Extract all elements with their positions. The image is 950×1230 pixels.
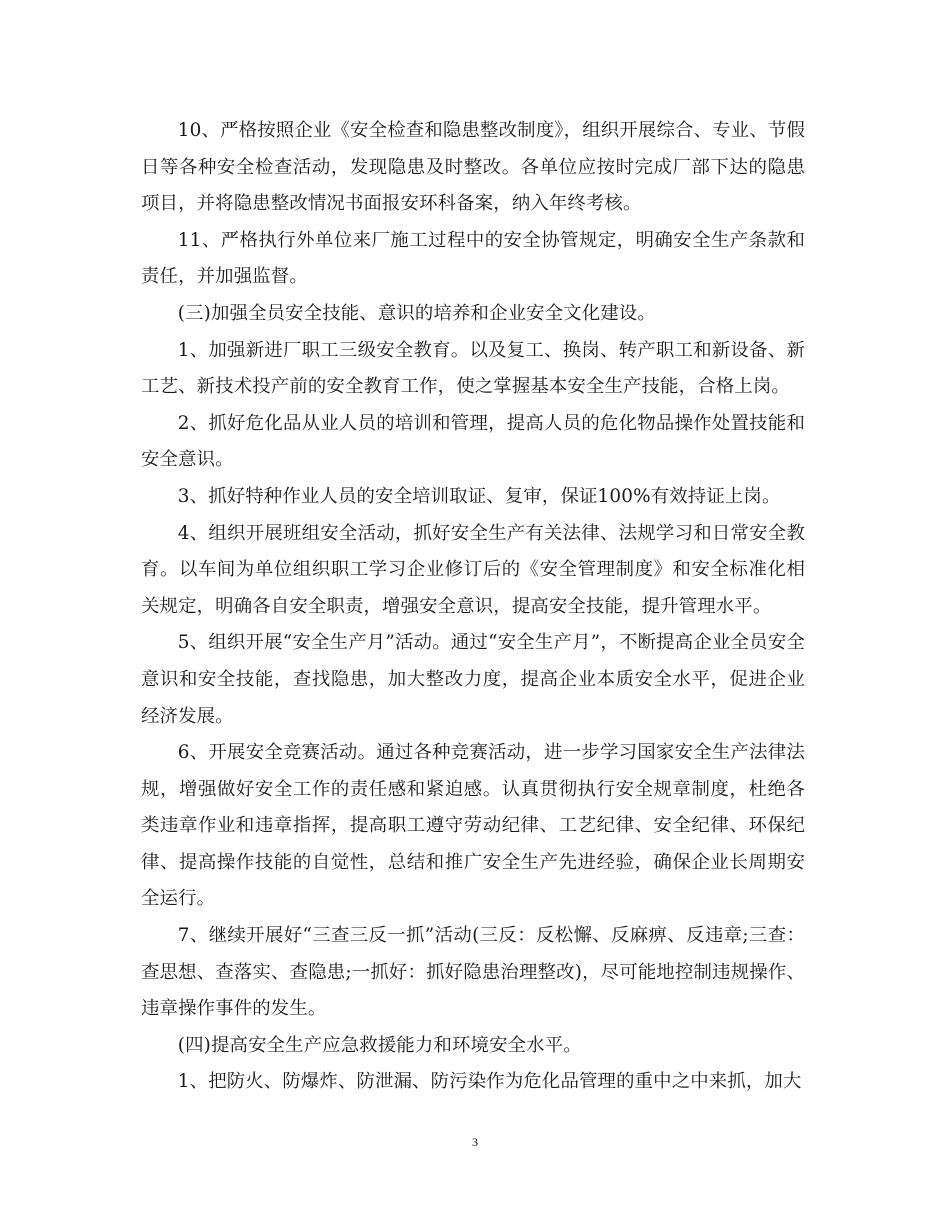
section-heading-3: (三)加强全员安全技能、意识的培养和企业安全文化建设。: [177, 302, 656, 324]
paragraph-item-6: 6、开展安全竞赛活动。通过各种竞赛活动，进一步学习国家安全生产法律法规，增强做好安全工作的责任感和紧迫感。认真贯彻执行安全规章制度，杜绝各类违章作业和违章指挥，提高职工遵守劳动纪律、工艺纪律、安全纪律、环保纪律、提高操作技能的自觉性，总结和推广安全生产先进经验，确保企业长周期安全运行。: [141, 742, 805, 910]
paragraph-item-2: 2、抓好危化品从业人员的培训和管理，提高人员的危化物品操作处置技能和安全意识。: [141, 412, 805, 471]
paragraph-item-5: 5、组织开展“安全生产月”活动。通过“安全生产月”，不断提高企业全员安全意识和安全技能，查找隐患，加大整改力度，提高企业本质安全水平，促进企业经济发展。: [141, 632, 805, 727]
paragraph-item-10: 10、严格按照企业《安全检查和隐患整改制度》，组织开展综合、专业、节假日等各种安全检查活动，发现隐患及时整改。各单位应按时完成厂部下达的隐患项目，并将隐患整改情况书面报安环科备案，纳入年终考核。: [141, 120, 805, 215]
paragraph-item-7: 7、继续开展好“三查三反一抓”活动(三反：反松懈、反麻痹、反违章;三查：查思想、查落实、查隐患;一抓好：抓好隐患治理整改)，尽可能地控制违规操作、违章操作事件的发生。: [141, 925, 805, 1020]
document-body: [141, 113, 805, 1101]
paragraph-item-4: 4、组织开展班组安全活动，抓好安全生产有关法律、法规学习和日常安全教育。以车间为单位组织职工学习企业修订后的《安全管理制度》和安全标准化相关规定，明确各自安全职责，增强安全意识，提高安全技能，提升管理水平。: [141, 522, 805, 617]
section-heading-4: (四)提高安全生产应急救援能力和环境安全水平。: [177, 1034, 582, 1056]
paragraph-item-1b: 1、把防火、防爆炸、防泄漏、防污染作为危化品管理的重中之中来抓，加大: [177, 1071, 802, 1093]
paragraph-item-3: 3、抓好特种作业人员的安全培训取证、复审，保证100%有效持证上岗。: [177, 485, 781, 507]
paragraph-item-1: 1、加强新进厂职工三级安全教育。以及复工、换岗、转产职工和新设备、新工艺、新技术投产前的安全教育工作，使之掌握基本安全生产技能，合格上岗。: [141, 339, 805, 398]
paragraph-item-11: 11、严格执行外单位来厂施工过程中的安全协管规定，明确安全生产条款和责任，并加强监督。: [141, 229, 805, 288]
page-number: 3: [472, 1135, 478, 1149]
